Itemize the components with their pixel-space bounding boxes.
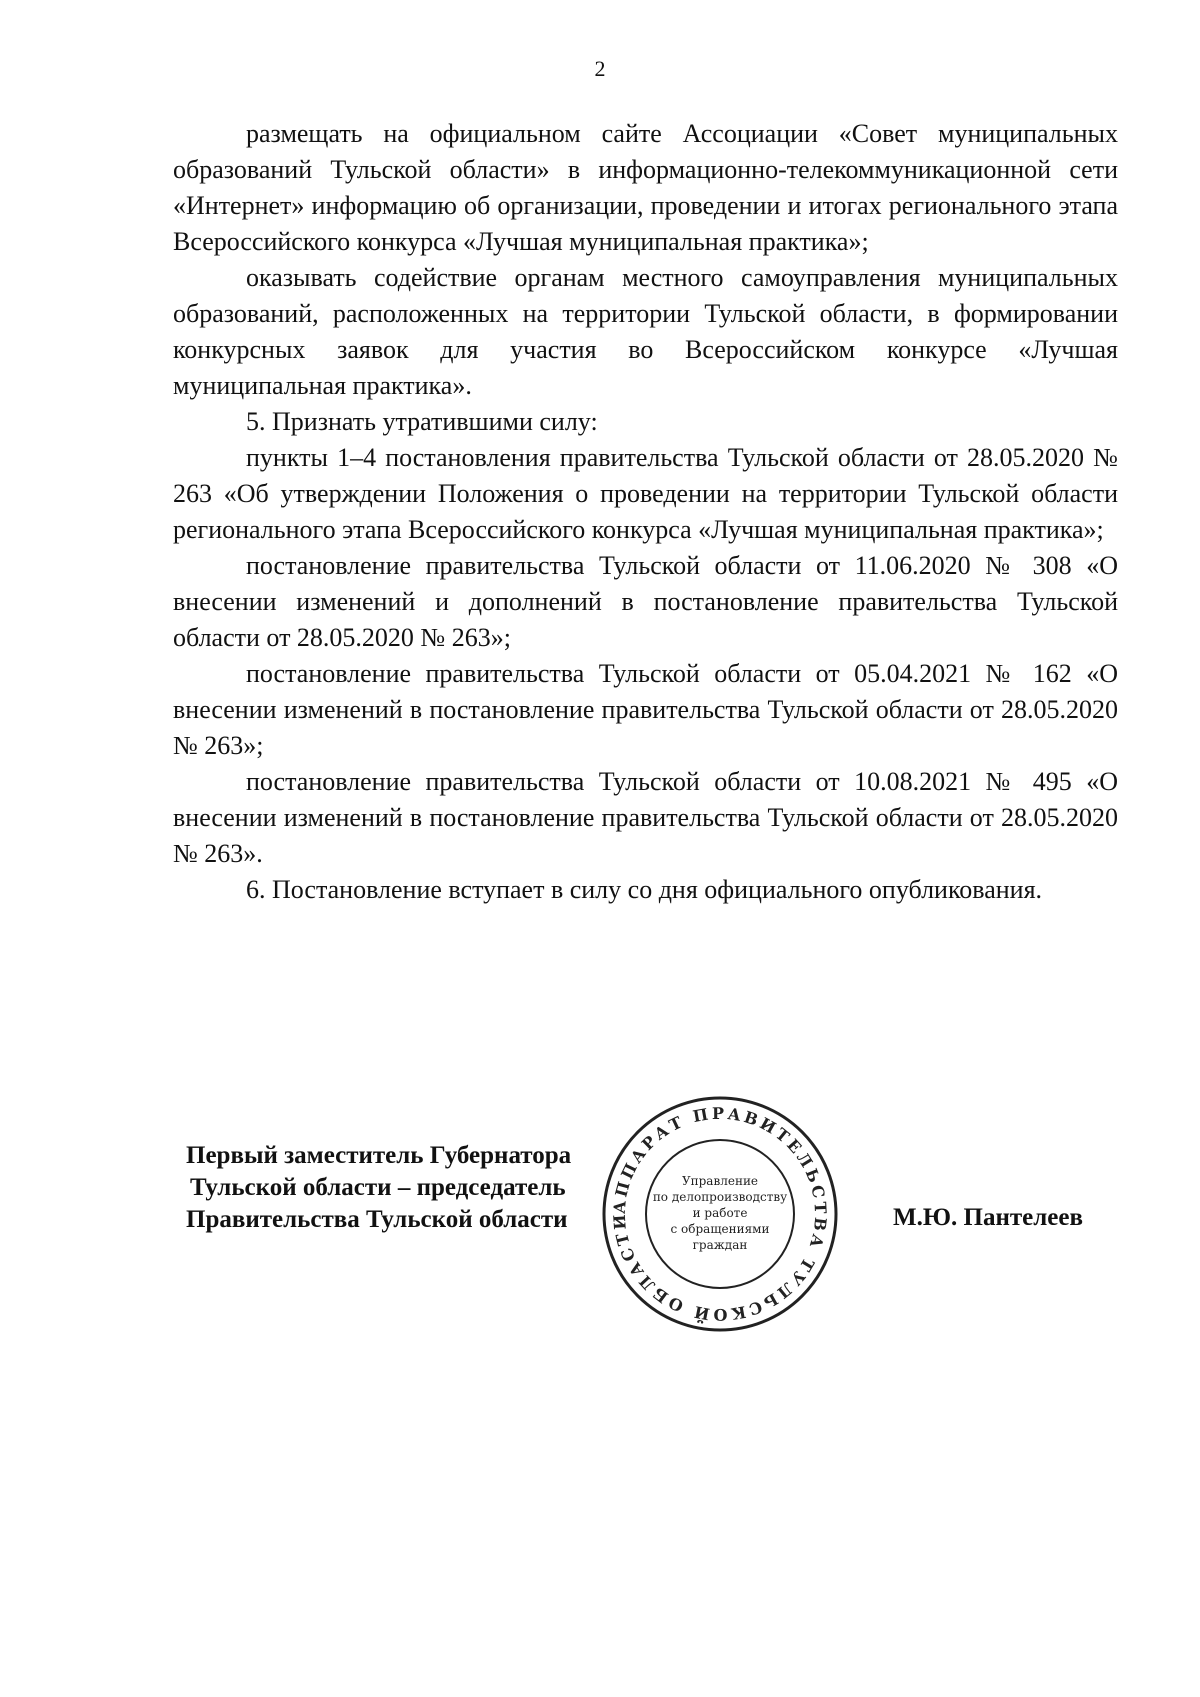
paragraph-7: постановление правительства Тульской области от 10.08.2021 № 495 «О внесении изменений в постановление правительства Тульской области от 28.05.2020 № 263». (173, 767, 1118, 868)
paragraph-8: 6. Постановление вступает в силу со дня официального опубликования. (246, 875, 1043, 904)
signatory-title (186, 1140, 571, 1236)
paragraph-2: оказывать содействие органам местного самоуправления муниципальных образований, расположенных на территории Тульской области, в формировании конкурсных заявок для участия во Всероссийском конкурсе «Лучшая муниципальная практика». (173, 263, 1118, 400)
paragraph-4: пункты 1–4 постановления правительства Тульской области от 28.05.2020 № 263 «Об утверждении Положения о проведении на территории Тульской области регионального этапа Всероссийского конкурса «Лучшая муниципальная практика»; (173, 443, 1118, 544)
paragraph-1: размещать на официальном сайте Ассоциации «Совет муниципальных образований Тульской области» в информационно-телекоммуникационной сети «Интернет» информацию об организации, проведении и итогах регионального этапа Всероссийского конкурса «Лучшая муниципальная практика»; (173, 119, 1118, 256)
page-number: 2 (594, 56, 606, 81)
stamp-ring-text: АППАРАТ ПРАВИТЕЛЬСТВА ТУЛЬСКОЙ ОБЛАСТИ (609, 1103, 831, 1325)
signatory-title-line-2: Тульской области – председатель (190, 1174, 566, 1201)
signatory-title-line-1: Первый заместитель Губернатора (186, 1142, 572, 1169)
signatory-name: М.Ю. Пантелеев (893, 1204, 1083, 1231)
stamp-center-line-2: по делопроизводству (652, 1190, 788, 1204)
document-body (173, 116, 1118, 908)
official-seal-stamp (600, 1094, 840, 1334)
stamp-center-line-1: Управление (681, 1174, 759, 1188)
paragraph-3: 5. Признать утратившими силу: (246, 407, 598, 436)
paragraph-6: постановление правительства Тульской области от 05.04.2021 № 162 «О внесении изменений в постановление правительства Тульской области от 28.05.2020 № 263»; (173, 659, 1118, 760)
stamp-center-line-5: граждан (692, 1238, 748, 1252)
stamp-center-line-4: с обращениями (670, 1222, 770, 1236)
signatory-title-line-3: Правительства Тульской области (186, 1206, 568, 1233)
paragraph-5: постановление правительства Тульской области от 11.06.2020 № 308 «О внесении изменений и дополнений в постановление правительства Тульской области от 28.05.2020 № 263»; (173, 551, 1118, 652)
stamp-center-line-3: и работе (692, 1206, 748, 1220)
